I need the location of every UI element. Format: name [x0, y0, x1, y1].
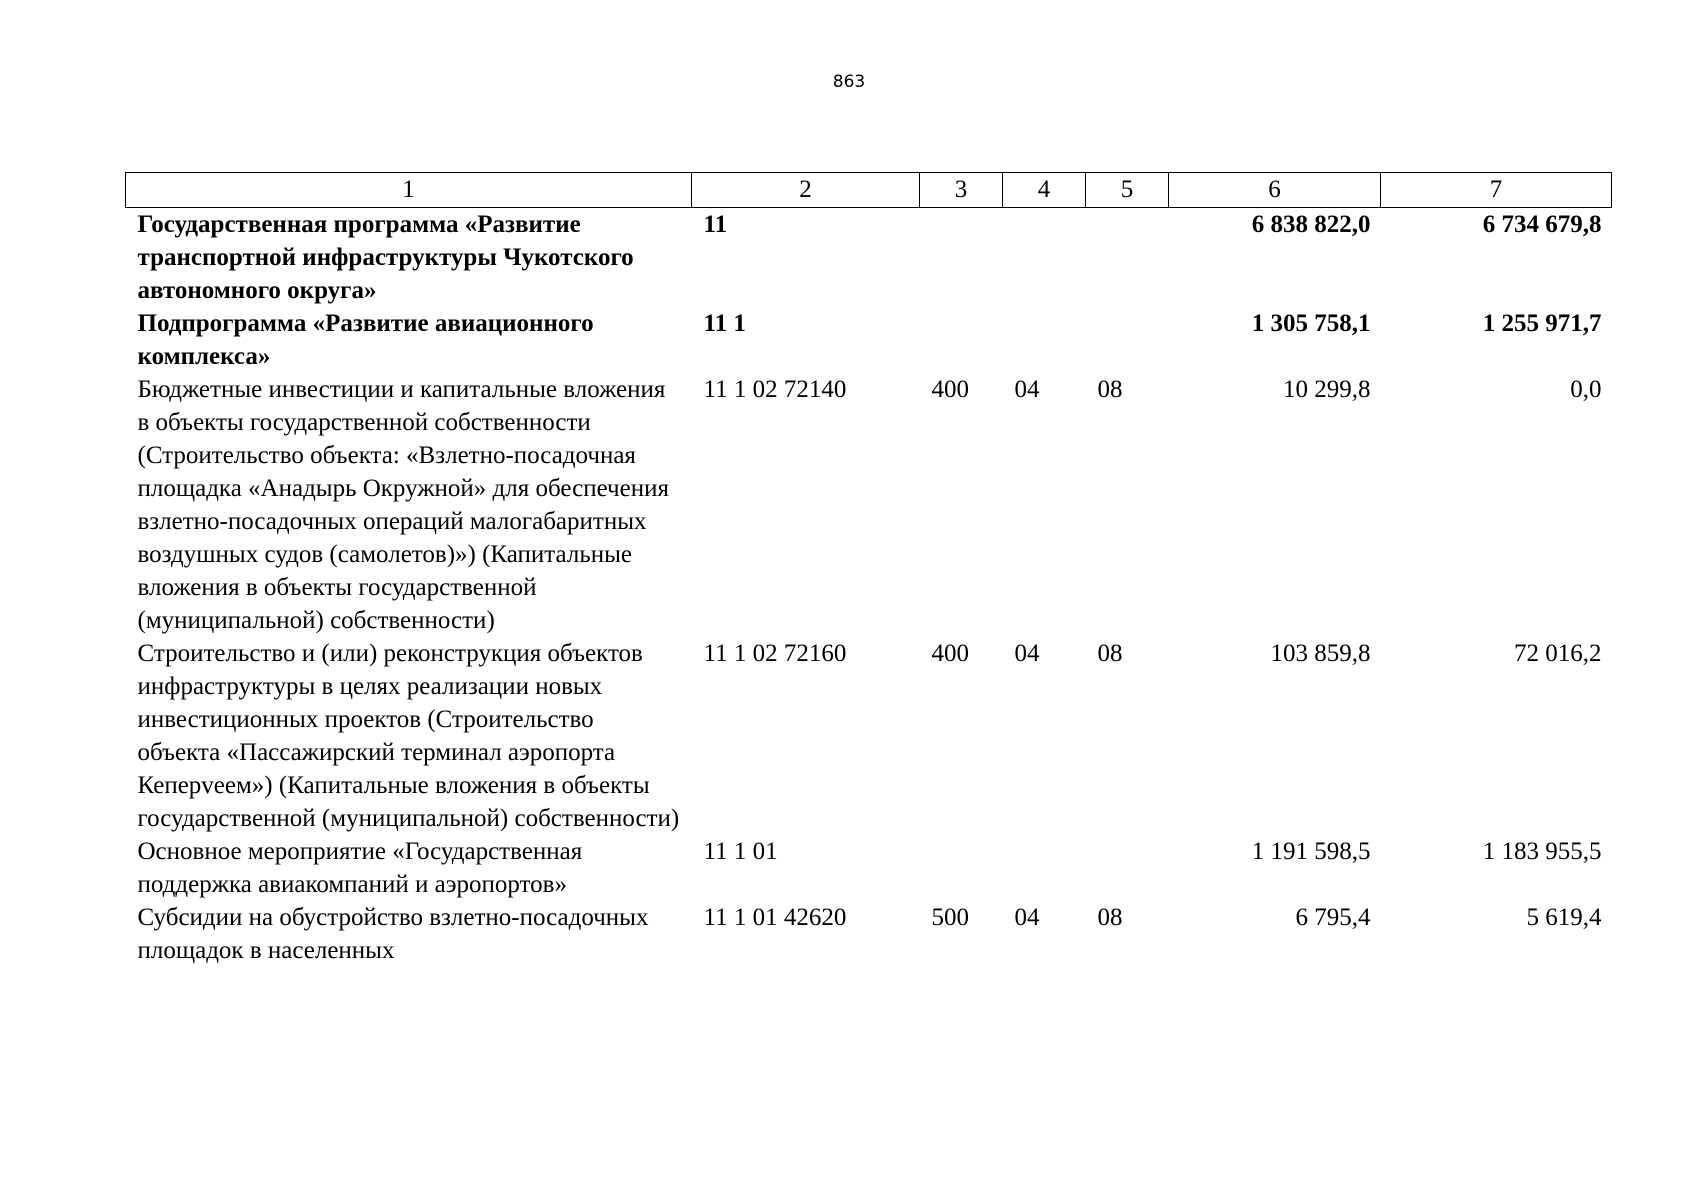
column-header-4: 4 — [1003, 173, 1086, 208]
cell-expense-type: 400 — [931, 640, 969, 667]
cell-code: 11 — [703, 211, 728, 238]
cell-section — [1003, 835, 1086, 901]
cell-expense-type: 400 — [931, 376, 969, 403]
cell-code: 11 1 01 — [703, 838, 778, 865]
cell-amount-col6: 6 838 822,0 — [1251, 211, 1371, 238]
cell-name: Субсидии на обустройство взлетно-посадочных площадок в населенных — [137, 904, 649, 964]
table-body — [126, 208, 1612, 968]
column-header-3: 3 — [920, 173, 1003, 208]
cell-expense-type: 500 — [931, 904, 969, 931]
column-header-2: 2 — [692, 173, 920, 208]
table-row — [126, 307, 1612, 373]
cell-subsection: 08 — [1097, 904, 1123, 931]
column-header-1: 1 — [126, 173, 692, 208]
header-row — [126, 173, 1612, 208]
cell-code: 11 1 02 72160 — [703, 640, 847, 667]
table-row — [126, 208, 1612, 308]
budget-table — [125, 172, 1612, 967]
page-number: 863 — [832, 72, 866, 92]
cell-name: Строительство и (или) реконструкция объектов инфраструктуры в целях реализации новых инвестиционных проектов (Строительство объекта «Пассажирский терминал аэропорта Кеперveeм») (Капитальные вложения в объекты государственной (муниципальной) собственности) — [137, 640, 680, 832]
cell-section: 04 — [1014, 376, 1040, 403]
cell-amount-col6: 103 859,8 — [1270, 640, 1371, 667]
table-row — [126, 637, 1612, 835]
column-header-5: 5 — [1086, 173, 1169, 208]
cell-expense-type — [920, 307, 1003, 373]
cell-subsection: 08 — [1097, 640, 1123, 667]
cell-expense-type — [920, 835, 1003, 901]
cell-subsection — [1086, 835, 1169, 901]
cell-name: Бюджетные инвестиции и капитальные вложения в объекты государственной собственности (Строительство объекта: «Взлетно-посадочная площадка «Анадырь Окружной» для обеспечения взлетно-посадочных операций малогабаритных воздушных судов (самолетов)») (Капитальные вложения в объекты государственной (муниципальной) собственности) — [137, 376, 669, 634]
cell-amount-col7: 1 183 955,5 — [1482, 838, 1602, 865]
cell-code: 11 1 02 72140 — [703, 376, 847, 403]
cell-amount-col7: 6 734 679,8 — [1482, 211, 1602, 238]
cell-section — [1003, 307, 1086, 373]
cell-amount-col6: 1 191 598,5 — [1251, 838, 1371, 865]
cell-code: 11 1 — [703, 310, 746, 337]
cell-amount-col7: 5 619,4 — [1526, 904, 1602, 931]
cell-amount-col6: 1 305 758,1 — [1251, 310, 1371, 337]
column-header-6: 6 — [1169, 173, 1381, 208]
cell-subsection — [1086, 307, 1169, 373]
cell-name: Подпрограмма «Развитие авиационного комплекса» — [137, 310, 594, 370]
table-row — [126, 373, 1612, 637]
cell-expense-type — [920, 208, 1003, 308]
cell-amount-col6: 10 299,8 — [1283, 376, 1371, 403]
cell-section — [1003, 208, 1086, 308]
column-header-7: 7 — [1381, 173, 1612, 208]
cell-subsection: 08 — [1097, 376, 1123, 403]
cell-subsection — [1086, 208, 1169, 308]
table-header — [126, 173, 1612, 208]
cell-name: Основное мероприятие «Государственная поддержка авиакомпаний и аэропортов» — [137, 838, 583, 898]
cell-name: Государственная программа «Развитие транспортной инфраструктуры Чукотского автономного округа» — [137, 211, 634, 304]
table-row — [126, 901, 1612, 967]
cell-amount-col7: 1 255 971,7 — [1482, 310, 1602, 337]
cell-amount-col6: 6 795,4 — [1295, 904, 1371, 931]
cell-section: 04 — [1014, 904, 1040, 931]
cell-amount-col7: 0,0 — [1570, 376, 1602, 403]
cell-amount-col7: 72 016,2 — [1514, 640, 1602, 667]
cell-code: 11 1 01 42620 — [703, 904, 847, 931]
table-row — [126, 835, 1612, 901]
cell-section: 04 — [1014, 640, 1040, 667]
